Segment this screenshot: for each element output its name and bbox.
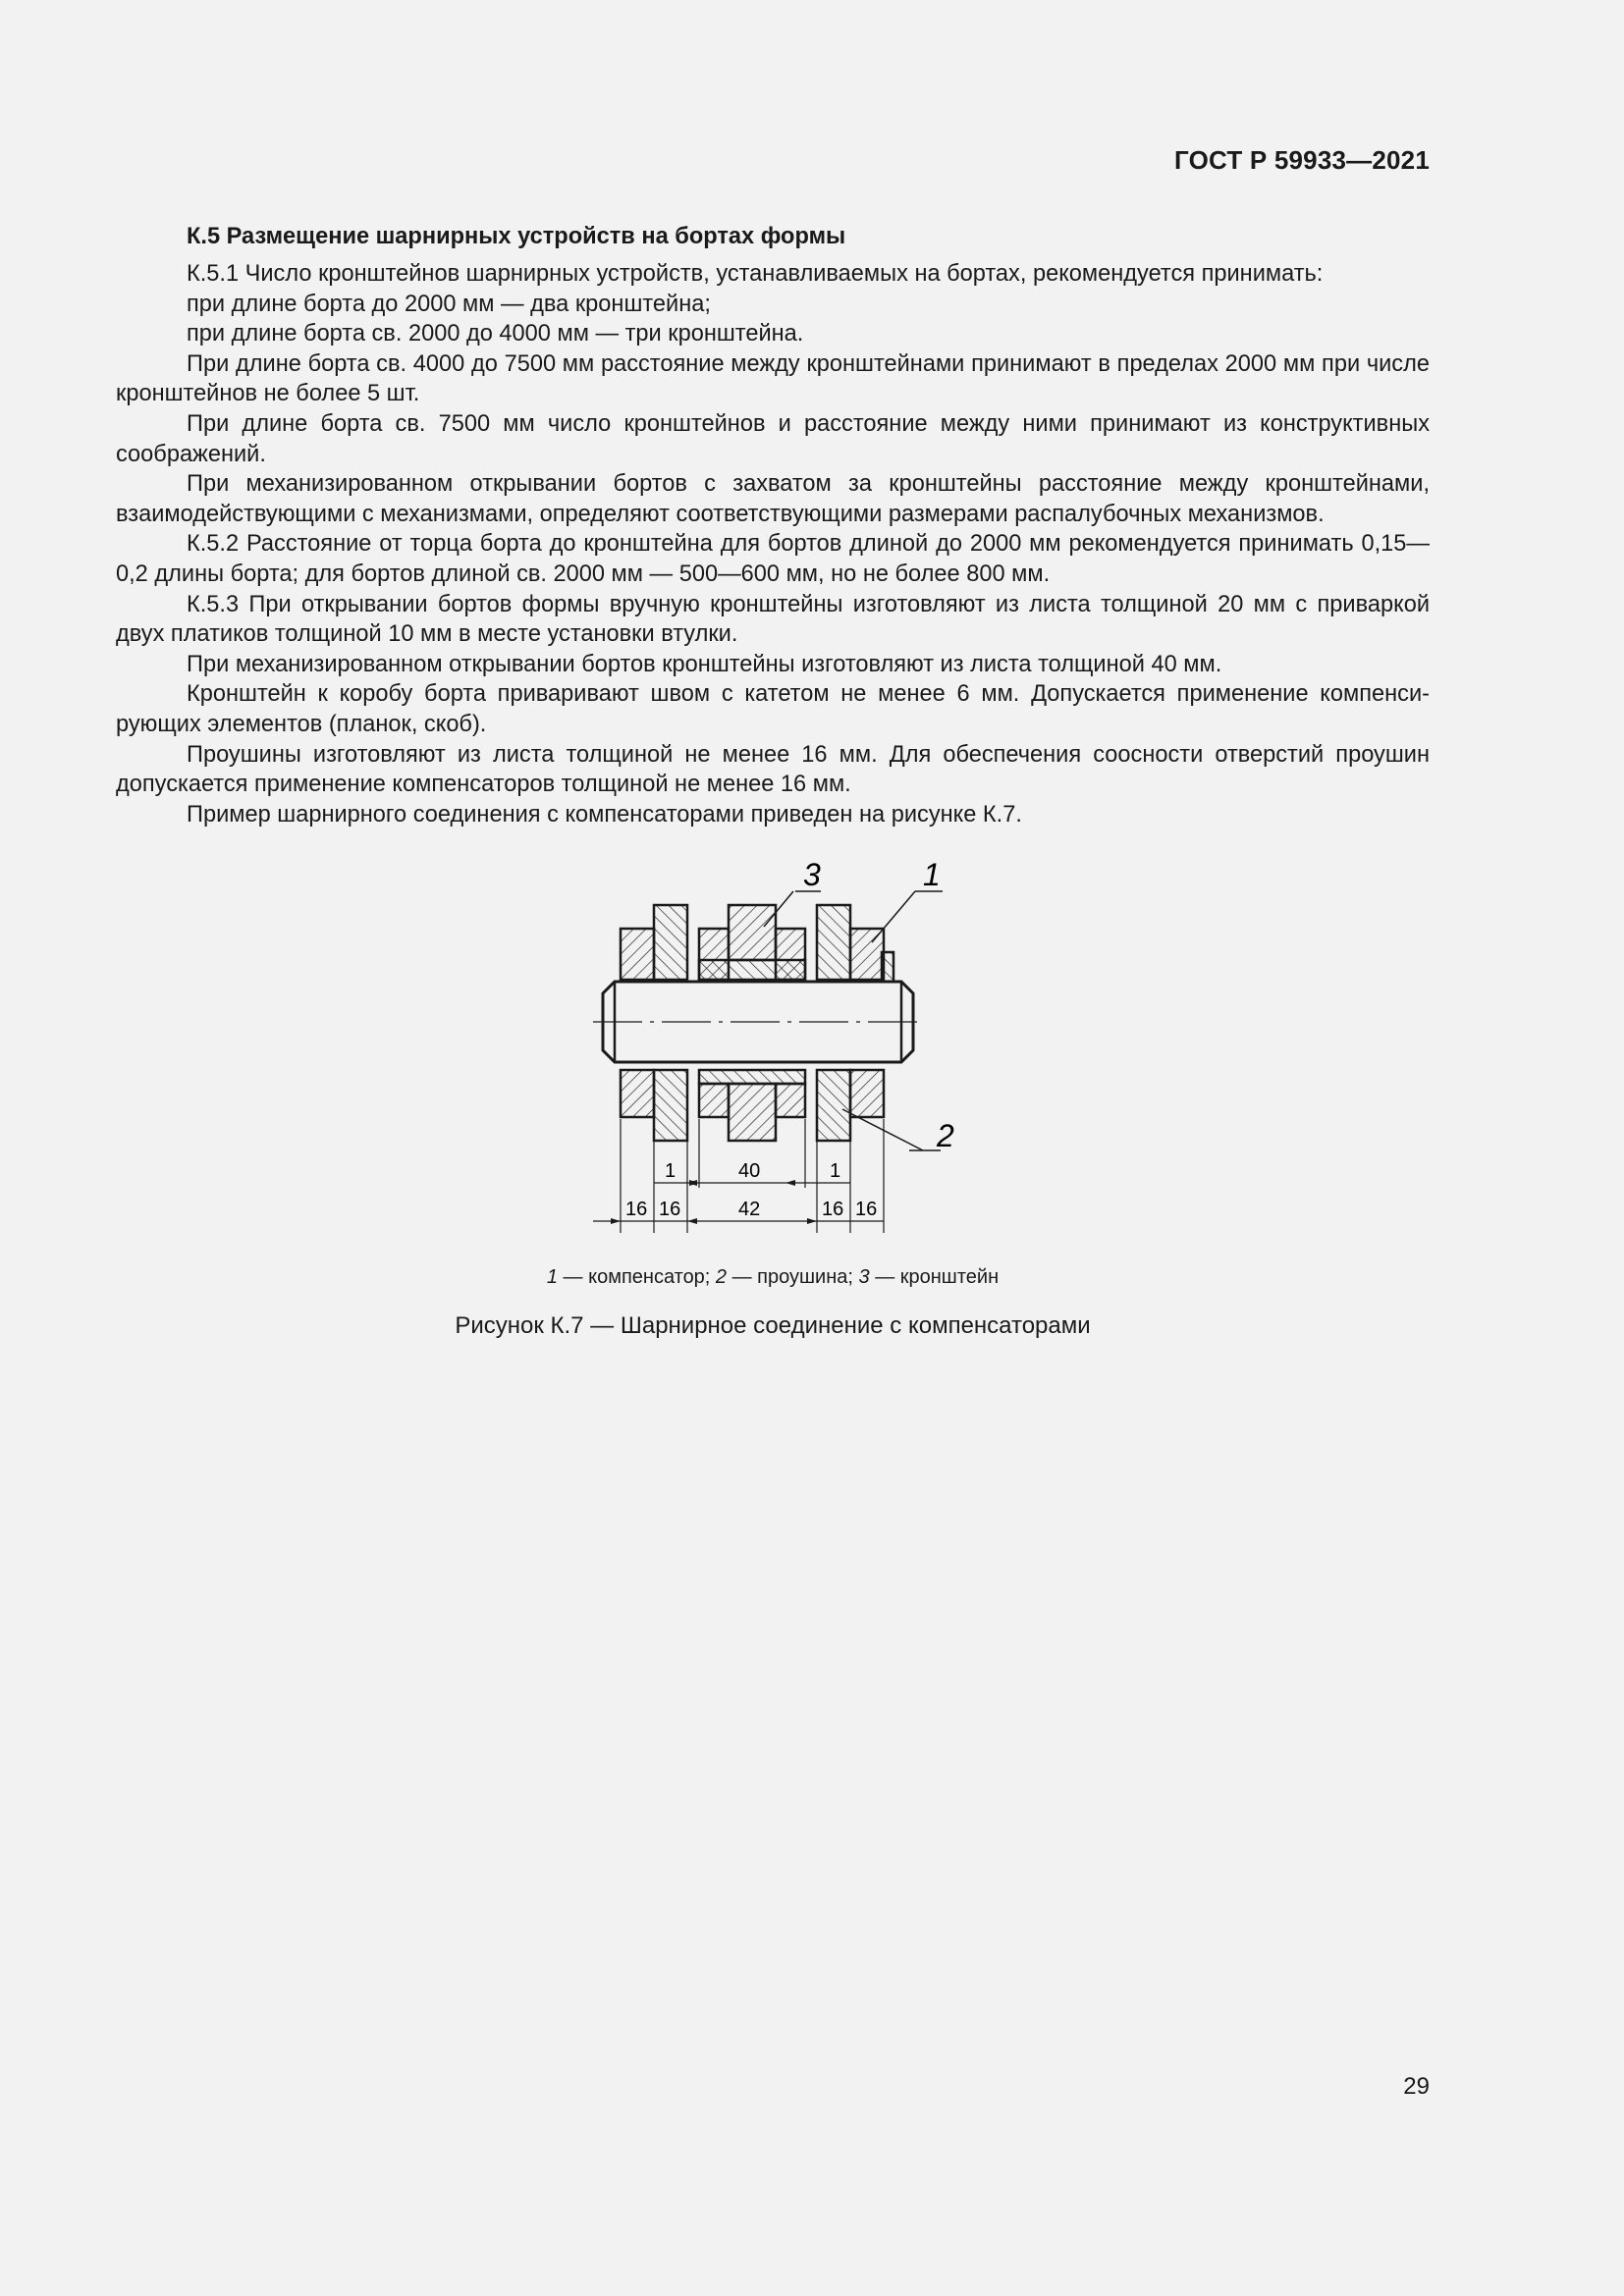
compensator-inner-left-bottom [699, 1084, 729, 1117]
eye-left-bottom [654, 1070, 687, 1141]
paragraph: При длине борта св. 7500 мм число кронштейнов и расстояние между ними принимают из конструктивных соображений. [116, 410, 1430, 467]
paragraph: При длине борта св. 4000 до 7500 мм расстояние между кронштейнами принимают в пределах 2000 мм при числе кронштейнов не более 5 шт. [116, 350, 1430, 407]
paragraph: При механизированном открывании бортов кронштейны изготовляют из листа толщиной 40 мм. [187, 651, 1222, 677]
dim-top-2: 40 [738, 1160, 761, 1182]
page-number: 29 [1403, 2073, 1430, 2100]
compensator-right-bottom [850, 1070, 884, 1117]
eye-right-bottom [817, 1070, 850, 1141]
bracket-plate-top [699, 960, 805, 980]
paragraph: Проушины изготовляют из листа толщиной не менее 16 мм. Для обеспечения соосности отверстий проушин допускается применение компенсаторов толщиной не менее 16 мм. [116, 741, 1430, 798]
legend-num: 1 [546, 1266, 558, 1288]
dim-bottom-1: 16 [625, 1199, 648, 1220]
paragraph: К.5.2 Расстояние от торца борта до кронштейна для бортов длиной до 2000 мм рекомендуется принимать 0,15—0,2 длины борта; для бортов длиной св. 2000 мм — 500—600 мм, но не более 800 мм. [116, 531, 1430, 587]
figure-legend [0, 1266, 1545, 1289]
callout-2: 2 [937, 1118, 954, 1153]
paragraph: Кронштейн к коробу борта приваривают швом с катетом не менее 6 мм. Допускается применение компенси-рующих элементов (планок, скоб). [116, 681, 1430, 737]
eye-left-top [654, 905, 687, 980]
dim-bottom-2: 16 [659, 1199, 681, 1220]
callout-1: 1 [923, 857, 941, 892]
legend-num: 3 [858, 1266, 870, 1288]
dim-bottom-4: 16 [822, 1199, 844, 1220]
paragraph: Пример шарнирного соединения с компенсаторами приведен на рисунке К.7. [187, 801, 1022, 828]
legend-text: — проушина; [727, 1266, 859, 1288]
paragraph: при длине борта до 2000 мм — два кронштейна; [187, 291, 711, 317]
paragraph: К.5.1 Число кронштейнов шарнирных устройств, устанавливаемых на бортах, рекомендуется принимать: [187, 261, 1324, 287]
dim-top-1: 1 [665, 1160, 677, 1182]
legend-text: — компенсатор; [557, 1266, 716, 1288]
section-title: К.5 Размещение шарнирных устройств на бортах формы [187, 224, 846, 249]
compensator-right-top [850, 929, 884, 980]
legend-text: — кронштейн [869, 1266, 1000, 1288]
hinge-joint-drawing [589, 844, 954, 1237]
compensator-left-top [621, 929, 654, 980]
compensator-left-bottom [621, 1070, 654, 1117]
dim-top-3: 1 [830, 1160, 841, 1182]
callout-3: 3 [803, 857, 821, 892]
figure-caption: Рисунок К.7 — Шарнирное соединение с компенсаторами [455, 1312, 1091, 1339]
standard-header: ГОСТ Р 59933—2021 [1174, 145, 1430, 175]
document-body [116, 222, 1430, 829]
paragraph: К.5.3 При открывании бортов формы вручную кронштейны изготовляют из листа толщиной 20 мм с приваркой двух платиков толщиной 10 мм в месте установки втулки. [116, 591, 1430, 648]
paragraph: при длине борта св. 2000 до 4000 мм — три кронштейна. [187, 321, 804, 347]
bracket-top [729, 905, 776, 960]
paragraph: При механизированном открывании бортов с захватом за кронштейны расстояние между кронштейнами, взаимодействующими с механизмами, определяют соответствующими размерами распалубочных механизмов. [116, 471, 1430, 527]
dim-bottom-5: 16 [855, 1199, 878, 1220]
bracket-bottom [729, 1084, 776, 1141]
eye-right-top [817, 905, 850, 980]
dim-bottom-3: 42 [738, 1199, 761, 1220]
compensator-inner-right-bottom [776, 1084, 805, 1117]
bracket-plate-bottom [699, 1070, 805, 1084]
legend-num: 2 [715, 1266, 728, 1288]
